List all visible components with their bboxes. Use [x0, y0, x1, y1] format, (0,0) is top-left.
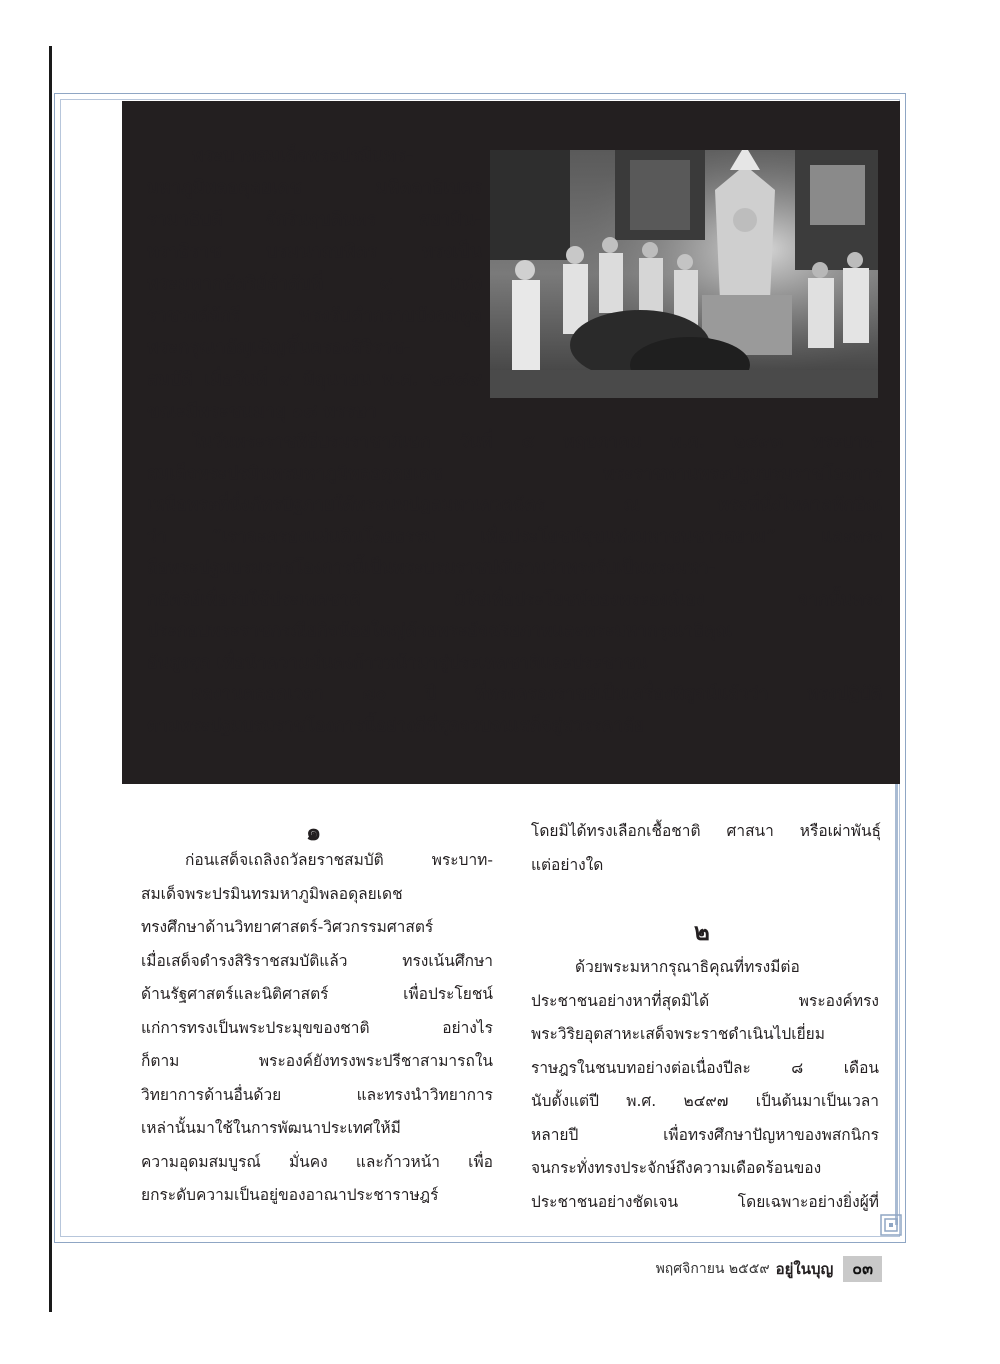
section-1-number: ๑	[306, 817, 322, 846]
page-footer	[600, 1256, 882, 1282]
body-line: ว่า “เราจะครองแผ่นดินโดยธรรม เพื่อประโยชน์สุขแห่งมหาชนชาวสยาม” และทรง	[147, 526, 882, 547]
section-1-line: เหล่านั้นมาใช้ในการพัฒนาประเทศให้มี	[141, 1119, 401, 1137]
body-line: ตามพระปฐมบรมราชโองการนี้อย่างดีที่สุดจวบจนเสด็จสู่สวรรคาลัย	[147, 715, 645, 736]
corner-ornament-icon	[880, 1214, 902, 1236]
section-2-number: ๒	[694, 917, 710, 946]
section-1-continued-line: แต่อย่างใด	[531, 855, 604, 874]
section-1-continued-line: โดยมิได้ทรงเลือกเชื้อชาติ ศาสนา หรือเผ่าพันธุ์	[531, 822, 881, 840]
intro-line: ขณะมีพระชนมายุ ๑๘ พรรษา	[147, 401, 377, 422]
intro-line: สมบัติ เมื่อวันที่ ๙ มิถุนายน พ.ศ. ๒๔๘๙	[147, 369, 482, 390]
body-line: ถือพระปฐมบรมราชโองการนี้เป็นพระบรมราชปณิธานว่าทรงรับเป็นพระมหา-	[147, 558, 716, 578]
body-line: ผลงานตลอดเวลา ๗๐ ปี ที่ทรงครองราชย์เป็นเครื่องพิสูจน์แล้วว่า ทรงปฏิบัติ	[192, 684, 882, 704]
coronation-photo	[490, 150, 878, 398]
section-1-line: ความอุดมสมบูรณ์ มั่นคง และก้าวหน้า เพื่อ	[141, 1152, 493, 1171]
section-2-line: พระวิริยอุตสาหะเสด็จพระราชดำเนินไปเยี่ยม	[531, 1025, 825, 1043]
section-1-line: ก็ตาม พระองค์ยังทรงพระปรีชาสามารถใน	[141, 1052, 493, 1070]
intro-line: ราชวงศ์จักรี ทรงรับคำกราบบังคมทูล	[147, 305, 482, 326]
intro-paragraph	[147, 140, 482, 428]
intro-line: รามาธิบดี จักรีนฤบดินทร สยามิน-	[147, 209, 482, 230]
section-2-line: ราษฎรในชนบทอย่างต่อเนื่องปีละ ๘ เดือน	[531, 1058, 879, 1077]
intro-line: พระบาทสมเด็จพระปรมินทร-	[192, 145, 414, 166]
intro-line: พระมหากษัตริย์ลำดับที่ ๙ แห่ง	[147, 273, 482, 294]
section-1-line: วิทยาการด้านอื่นด้วย และทรงนำวิทยาการ	[141, 1085, 493, 1104]
coronation-paragraph	[147, 427, 882, 742]
body-line: ในวันพระราชพิธีบรมราชาภิเษก วันที่ ๕ พฤษภาคม พ.ศ. ๒๔๙๓ พระบาท-	[192, 432, 882, 452]
body-line: เหนือพระที่นั่งภัทรบิฐภายใต้พระนพปฎลมหาเศวตฉัตร ณ พระที่นั่งไพศาลทักษิณ	[147, 495, 882, 515]
body-line: อันสูงสุด เพื่อนำความมั่นคงก้าวหน้ามาสู่ประเทศชาติและประชาชน	[147, 652, 648, 673]
section-1-column	[141, 844, 493, 1213]
body-line: กษัตริย์เพื่อรับใช้ประเทศชาติ มิใช่เพื่อประโยชน์ของพระองค์เอง จากนั้นทรง	[147, 589, 882, 610]
page-number: ๐๓	[843, 1256, 882, 1282]
section-1-line: สมเด็จพระปรมินทรมหาภูมิพลอดุลยเดช	[141, 884, 403, 903]
decorative-frame-side-bar	[895, 780, 898, 1225]
body-line: ประกอบพระราชกรณียกิจน้อยใหญ่ด้วยพระอัจฉริยภาพและพระมหากรุณาธิคุณ	[147, 621, 732, 641]
intro-line: พระกรุณาอัญเชิญขึ้นครองสิริราช-	[147, 337, 412, 358]
section-2-line: หลายปี เพื่อทรงศึกษาปัญหาของพสกนิกร	[531, 1125, 879, 1144]
section-2-line: ประชาชนอย่างชัดเจน โดยเฉพาะอย่างยิ่งผู้ที่	[531, 1192, 879, 1211]
section-1-continued	[531, 815, 881, 882]
section-1-line: ทรงศึกษาด้านวิทยาศาสตร์-วิศวกรรมศาสตร์	[141, 918, 434, 936]
section-1-line: แก่การทรงเป็นพระประมุขของชาติ อย่างไร	[141, 1018, 493, 1037]
intro-line: ทราธิราช บรมนาถบพิตร ทรงเป็น	[147, 241, 482, 262]
coronation-photo-image	[490, 150, 878, 398]
section-2-line: ด้วยพระมหากรุณาธิคุณที่ทรงมีต่อ	[575, 958, 800, 976]
section-2-column	[531, 951, 879, 1219]
left-margin-rule	[49, 46, 52, 1312]
section-1-line: ยกระดับความเป็นอยู่ของอาณาประชาราษฎร์	[141, 1186, 439, 1204]
section-2-line: จนกระทั่งทรงประจักษ์ถึงความเดือดร้อนของ	[531, 1159, 822, 1177]
section-1-line: ด้านรัฐศาสตร์และนิติศาสตร์ เพื่อประโยชน์	[141, 985, 493, 1003]
section-2-line: นับตั้งแต่ปี พ.ศ. ๒๔๙๗ เป็นต้นมาเป็นเวลา	[531, 1092, 879, 1110]
intro-line: มหาภูมิพลอดุลยเดช มหิตลาธิเบศร	[147, 177, 482, 198]
body-line: สมเด็จพระปรมินทรมหาภูมิพลอดุลยเดช พระราชทานพระปฐมบรมราชโองการ	[147, 463, 882, 484]
section-1-line: เมื่อเสด็จดำรงสิริราชสมบัติแล้ว ทรงเน้นศึกษา	[141, 951, 493, 970]
footer-magazine-title: อยู่ในบุญ	[775, 1260, 834, 1278]
section-1-line: ก่อนเสด็จเถลิงถวัลยราชสมบัติ พระบาท-	[185, 851, 493, 869]
footer-date: พฤศจิกายน ๒๕๕๙	[655, 1261, 770, 1277]
section-2-line: ประชาชนอย่างหาที่สุดมิได้ พระองค์ทรง	[531, 991, 879, 1010]
